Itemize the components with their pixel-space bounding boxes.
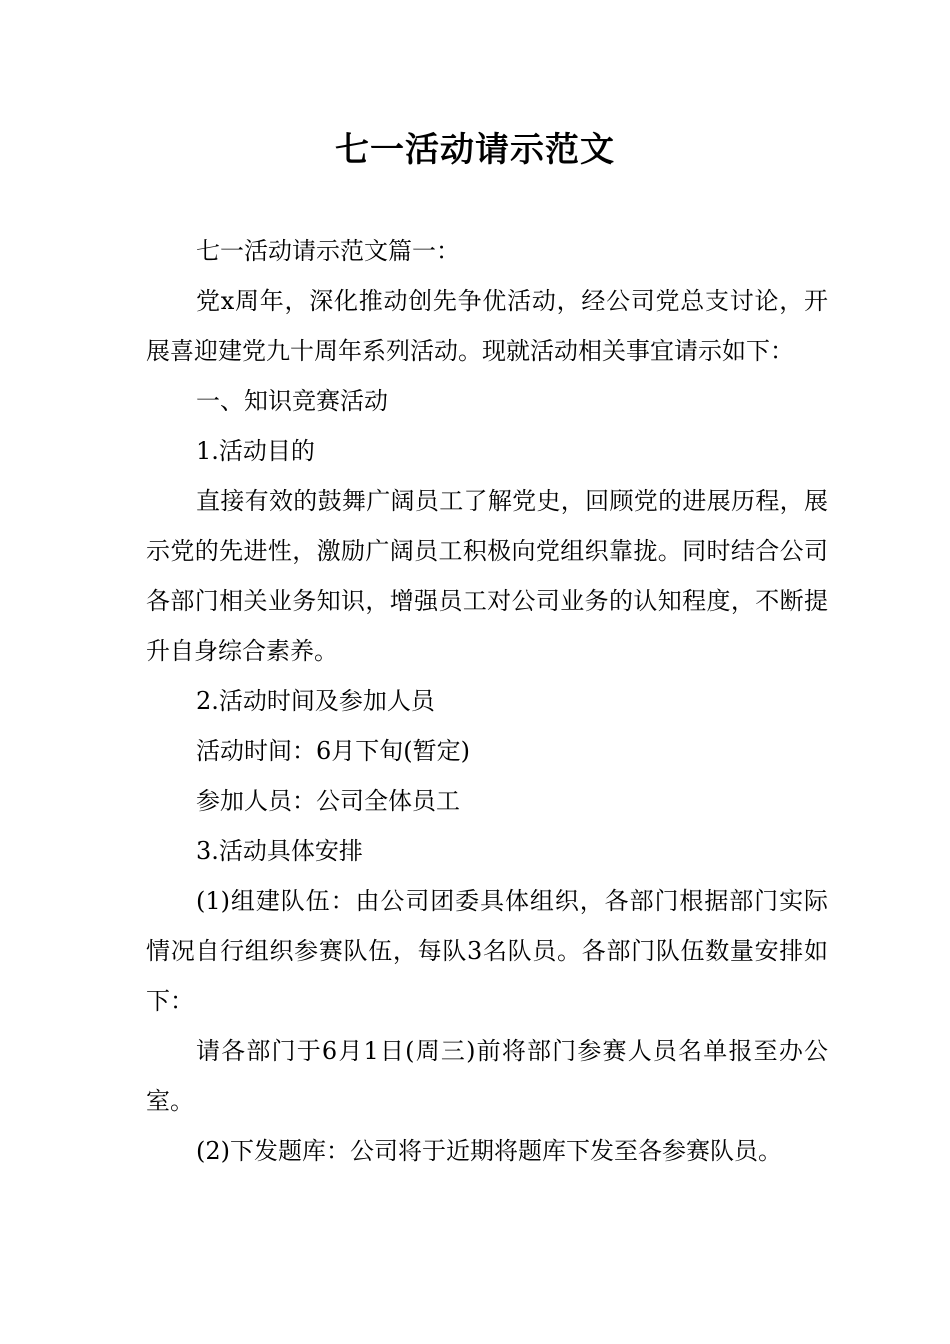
- subsection-heading: 3.活动具体安排: [196, 837, 363, 865]
- document-title: 七一活动请示范文: [335, 130, 615, 170]
- section-heading: 一、知识竞赛活动: [196, 387, 388, 415]
- body-paragraph: 参加人员：公司全体员工: [196, 787, 460, 815]
- subsection-heading: 2.活动时间及参加人员: [196, 687, 435, 715]
- document-body: [146, 226, 828, 1176]
- body-paragraph: 请各部门于6月1日(周三)前将部门参赛人员名单报至办公室。: [146, 1037, 828, 1115]
- section-heading: 七一活动请示范文篇一：: [196, 237, 460, 265]
- body-paragraph: 活动时间：6月下旬(暂定): [196, 737, 470, 765]
- body-paragraph: (2)下发题库：公司将于近期将题库下发至各参赛队员。: [196, 1137, 782, 1165]
- body-paragraph: 直接有效的鼓舞广阔员工了解党史，回顾党的进展历程，展示党的先进性，激励广阔员工积极向党组织靠拢。同时结合公司各部门相关业务知识，增强员工对公司业务的认知程度，不断提升自身综合素养。: [146, 487, 828, 665]
- body-paragraph: (1)组建队伍：由公司团委具体组织，各部门根据部门实际情况自行组织参赛队伍，每队3名队员。各部门队伍数量安排如下：: [146, 887, 828, 1015]
- intro-paragraph: 党x周年，深化推动创先争优活动，经公司党总支讨论，开展喜迎建党九十周年系列活动。现就活动相关事宜请示如下：: [146, 287, 828, 365]
- subsection-heading: 1.活动目的: [196, 437, 315, 465]
